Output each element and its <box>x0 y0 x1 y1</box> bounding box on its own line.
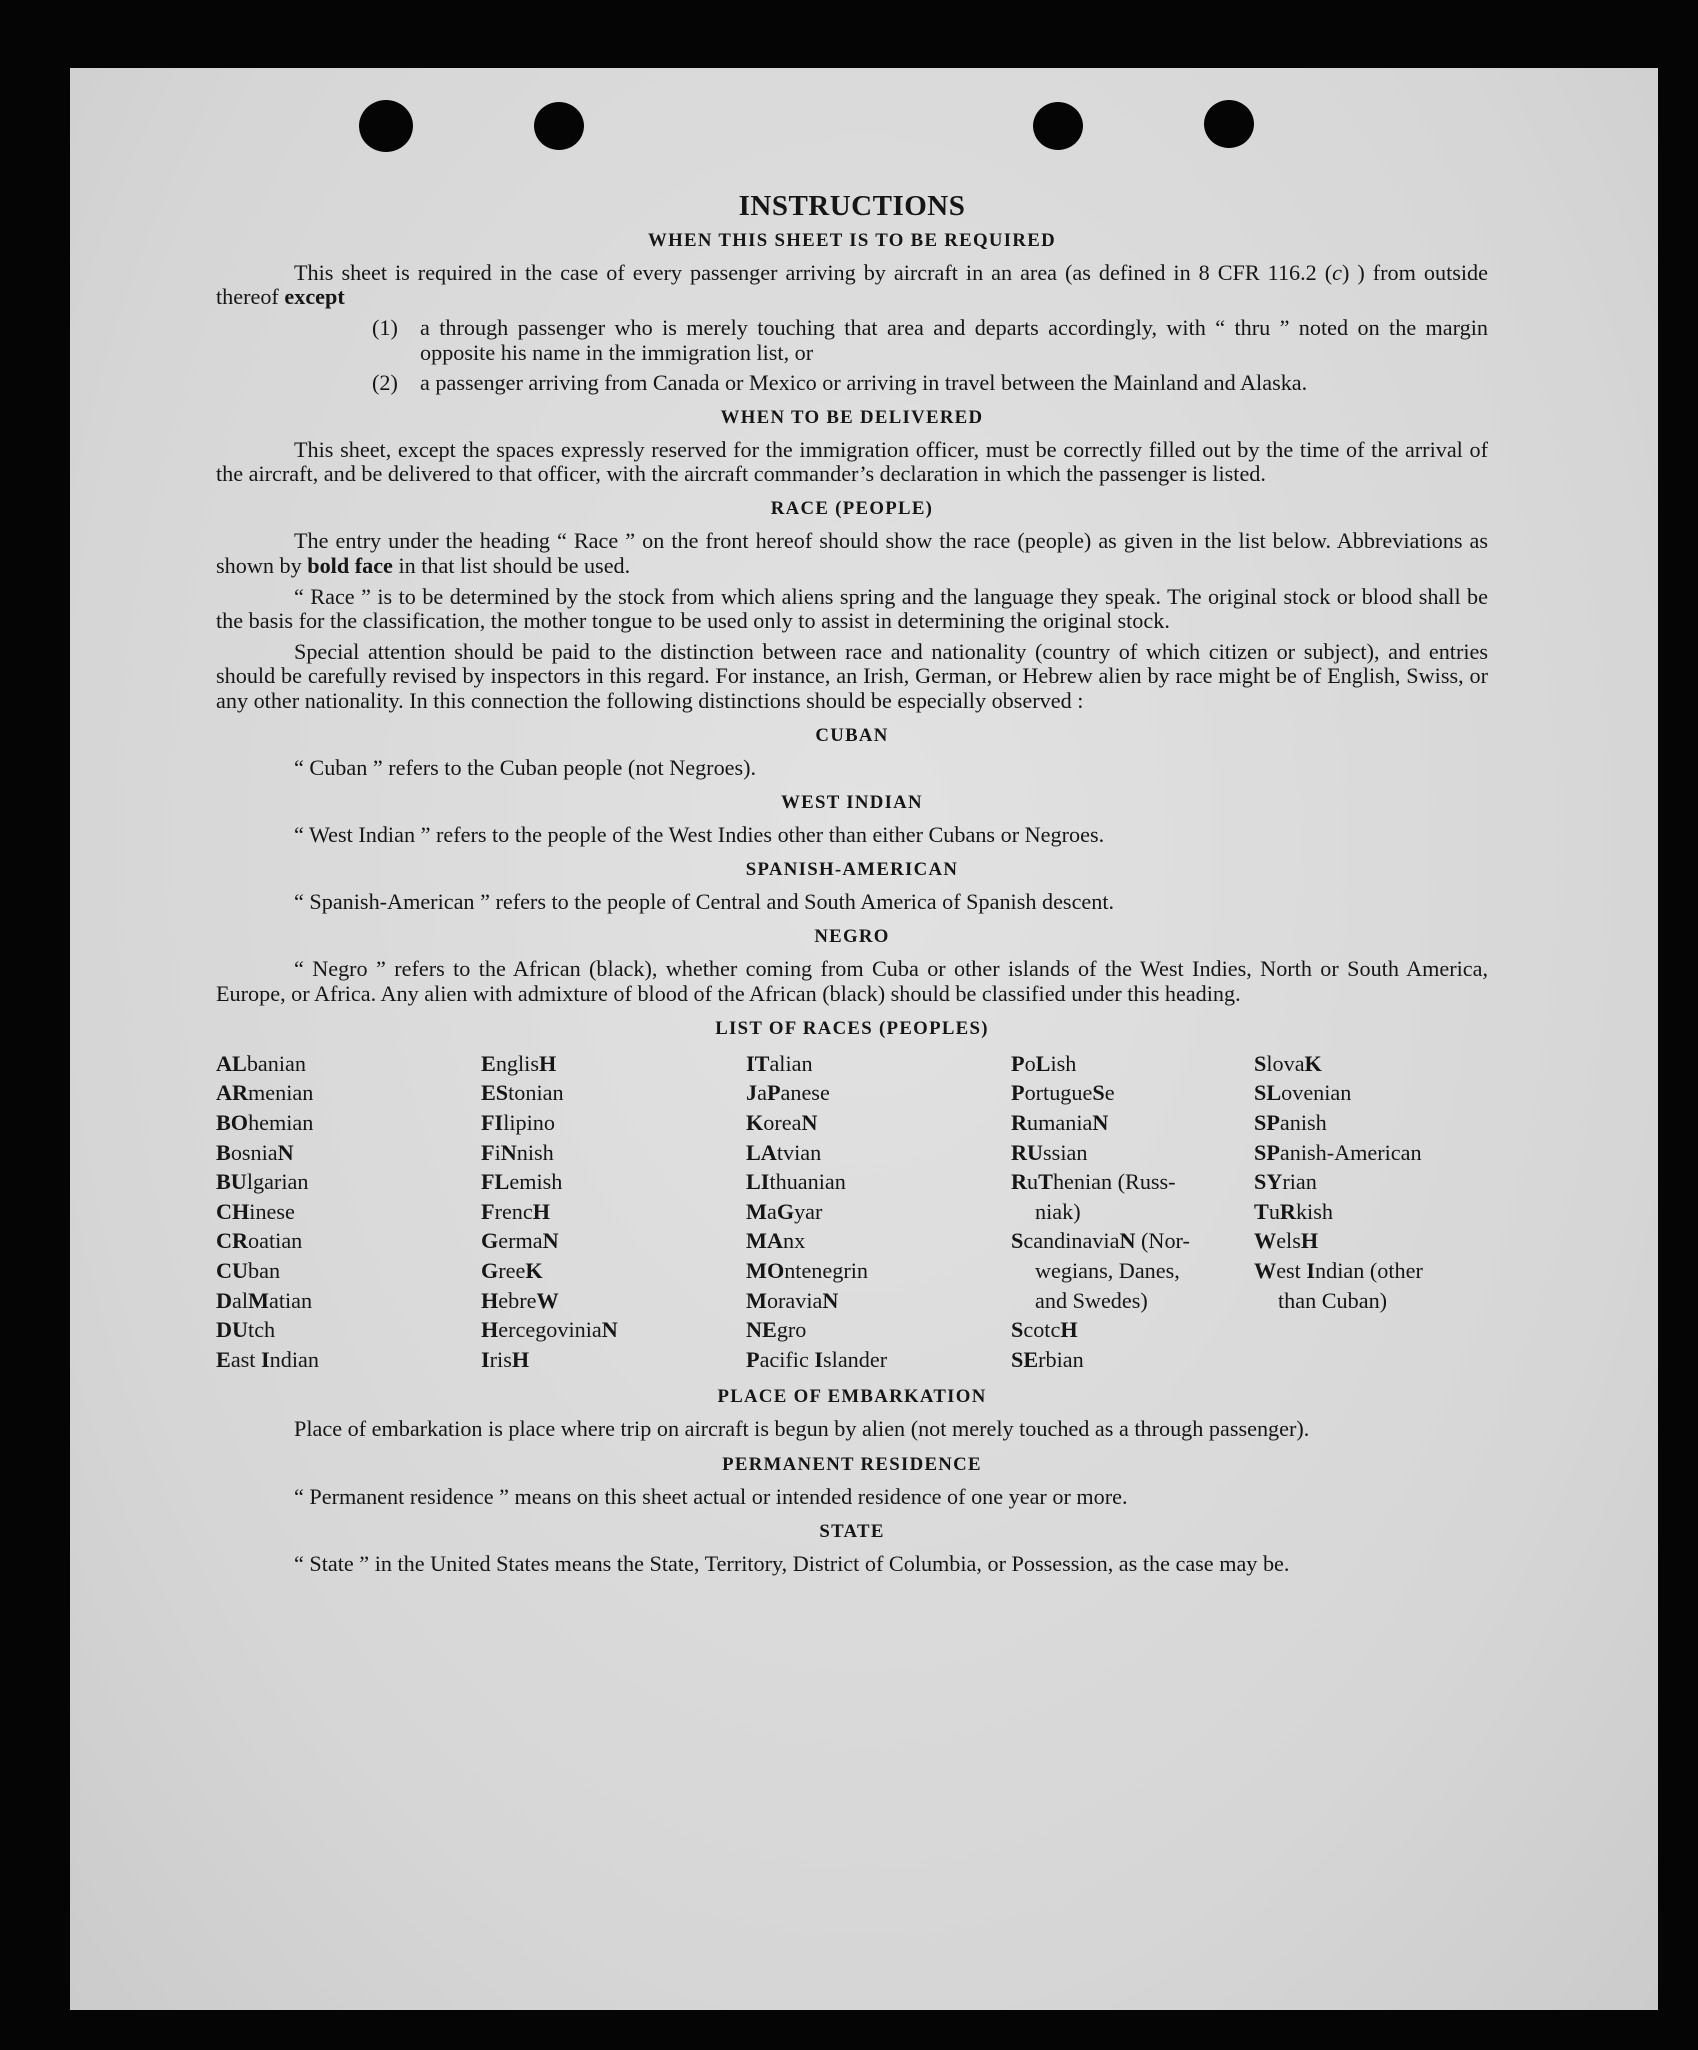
race-text: e <box>1104 1080 1115 1106</box>
race-abbrev: DU <box>216 1317 249 1343</box>
race-bold: bold face <box>307 552 393 578</box>
delivered-text: This sheet, except the spaces expressly reserved for the immigration officer, must be correctly filled out by the time of the arrival of the aircraft, and be delivered to that officer, with the aircraft commander’s declaration in which the passenger is listed. <box>216 437 1488 487</box>
race-entry <box>746 1197 1011 1227</box>
section-heading-negro: NEGRO <box>814 926 890 948</box>
race-text: wegians, Danes, <box>1035 1258 1180 1284</box>
race-entry <box>216 1226 481 1256</box>
race-text: hemian <box>248 1110 314 1136</box>
race-list <box>216 1049 1488 1375</box>
race-abbrev: SY <box>1254 1169 1283 1195</box>
race-entry <box>746 1049 1011 1079</box>
race-entry <box>1254 1108 1488 1138</box>
race-abbrev: SP <box>1254 1110 1280 1136</box>
negro-text: “ Negro ” refers to the African (black), whether coming from Cuba or other islands of the West Indies, North or South America, Europe, or Africa. Any alien with admixture of blood of the African (black) should be classified under this heading. <box>216 956 1488 1006</box>
race-text: banian <box>246 1050 306 1076</box>
race-abbrev: ES <box>481 1080 509 1106</box>
race-abbrev: I <box>1306 1258 1316 1284</box>
race-text: tch <box>248 1317 276 1343</box>
race-column <box>216 1049 481 1375</box>
race-abbrev: P <box>1011 1050 1025 1076</box>
race-text: in that list should be used. <box>392 552 631 578</box>
race-abbrev: R <box>1279 1198 1296 1224</box>
race-abbrev: R <box>1011 1169 1028 1195</box>
race-column <box>1011 1049 1243 1375</box>
race-abbrev: CU <box>216 1258 249 1284</box>
race-text: candinavia <box>1023 1228 1120 1254</box>
race-entry <box>746 1167 1011 1197</box>
race-text: est <box>1276 1258 1307 1284</box>
race-abbrev: N <box>1119 1228 1136 1254</box>
section-heading-west-indian: WEST INDIAN <box>781 792 923 814</box>
race-abbrev: SE <box>1011 1346 1039 1372</box>
race-abbrev: BO <box>216 1110 249 1136</box>
section-heading-embarkation: PLACE OF EMBARKATION <box>717 1386 987 1408</box>
race-abbrev: M <box>248 1287 269 1313</box>
race-abbrev: K <box>1304 1050 1322 1076</box>
race-entry <box>746 1256 1011 1286</box>
race-abbrev: CR <box>216 1228 249 1254</box>
race-entry <box>216 1286 481 1316</box>
race-text: osnia <box>230 1139 278 1165</box>
race-entry <box>481 1315 746 1345</box>
race-abbrev: N <box>542 1228 559 1254</box>
race-text: lova <box>1266 1050 1305 1076</box>
race-abbrev: FI <box>481 1110 504 1136</box>
race-text: ebre <box>498 1287 537 1313</box>
race-abbrev: RU <box>1011 1139 1044 1165</box>
race-entry <box>1011 1345 1243 1375</box>
race-text: cotc <box>1023 1317 1061 1343</box>
race-text: orea <box>763 1110 802 1136</box>
race-text: (Nor- <box>1135 1228 1190 1254</box>
race-abbrev: N <box>822 1287 839 1313</box>
race-text: anese <box>780 1080 830 1106</box>
race-text: inese <box>249 1198 295 1224</box>
race-text: ish <box>1050 1050 1077 1076</box>
page-title: INSTRUCTIONS <box>738 190 966 222</box>
race-abbrev: N <box>500 1139 517 1165</box>
race-text: o <box>1024 1050 1036 1076</box>
race-text: ercegovinia <box>498 1317 602 1343</box>
race-abbrev: G <box>481 1258 499 1284</box>
race-text: anish-American <box>1279 1139 1422 1165</box>
race-abbrev: I <box>261 1346 270 1372</box>
race-entry <box>481 1049 746 1079</box>
race-abbrev: J <box>746 1080 758 1106</box>
embarkation-text: Place of embarkation is place where trip on aircraft is begun by alien (not merely touched as a through passenger). <box>294 1416 1310 1442</box>
race-abbrev: F <box>481 1198 495 1224</box>
race-abbrev: L <box>1035 1050 1051 1076</box>
intro-text: This sheet is required in the case of every passenger arriving by aircraft in an area (as defined in 8 CFR 116.2 ( <box>294 260 1333 285</box>
race-entry <box>481 1197 746 1227</box>
race-text: than Cuban) <box>1278 1287 1388 1313</box>
race-column <box>746 1049 1011 1375</box>
race-abbrev: R <box>1011 1110 1028 1136</box>
race-entry <box>481 1108 746 1138</box>
item-number: (2) <box>372 369 398 395</box>
race-text: els <box>1276 1228 1301 1254</box>
race-entry <box>1254 1226 1488 1256</box>
section-heading-spanish-american: SPANISH-AMERICAN <box>745 859 959 881</box>
spanish-american-text: “ Spanish-American ” refers to the people of Central and South America of Spanish descent. <box>294 889 1115 915</box>
item-text: a through passenger who is merely touching that area and departs accordingly, with “ thru ” noted on the margin opposite his name in the immigration list, or <box>420 315 1488 365</box>
section-heading-race: RACE (PEOPLE) <box>770 498 934 520</box>
race-text: u <box>1268 1198 1280 1224</box>
punch-hole <box>1204 100 1254 148</box>
race-entry <box>746 1138 1011 1168</box>
race-abbrev: E <box>216 1346 231 1372</box>
race-paragraph-2: “ Race ” is to be determined by the stock from which aliens spring and the language they speak. The original stock or blood shall be the basis for the classification, the mother tongue to be used only to assist in determining the original stock. <box>216 583 1488 634</box>
punch-hole <box>359 100 413 152</box>
race-entry <box>481 1345 746 1375</box>
race-abbrev: BU <box>216 1169 247 1195</box>
race-text: kish <box>1295 1198 1333 1224</box>
race-abbrev: MA <box>746 1228 783 1254</box>
race-text: oatian <box>248 1228 303 1254</box>
race-entry <box>1011 1256 1243 1286</box>
race-entry <box>481 1286 746 1316</box>
race-text: niak) <box>1035 1198 1081 1224</box>
race-text: nglis <box>495 1050 539 1076</box>
race-abbrev: W <box>536 1287 559 1313</box>
race-entry <box>746 1286 1011 1316</box>
race-text: nish <box>516 1139 554 1165</box>
section-heading-required: WHEN THIS SHEET IS TO BE REQUIRED <box>648 230 1056 251</box>
race-text: ortugue <box>1024 1080 1093 1106</box>
race-entry <box>216 1256 481 1286</box>
race-entry <box>481 1226 746 1256</box>
race-text: acific <box>759 1346 815 1372</box>
race-abbrev: H <box>511 1346 530 1372</box>
race-entry <box>1254 1049 1488 1079</box>
race-text: a <box>766 1198 777 1224</box>
race-abbrev: W <box>1254 1258 1277 1284</box>
race-abbrev: AL <box>216 1050 247 1076</box>
section-heading-cuban: CUBAN <box>815 724 889 746</box>
race-entry <box>1011 1108 1243 1138</box>
race-entry <box>216 1049 481 1079</box>
race-text: The entry under the heading “ Race ” on the front hereof should show the race (people) as given in the list below. Abbreviations as shown by <box>216 528 1488 578</box>
race-text: ast <box>230 1346 262 1372</box>
section-heading-residence: PERMANENT RESIDENCE <box>722 1453 982 1475</box>
race-abbrev: P <box>766 1080 781 1106</box>
intro-text: ) ) from outside thereof <box>216 260 1488 310</box>
race-entry <box>216 1345 481 1375</box>
race-entry <box>481 1256 746 1286</box>
race-text: umania <box>1027 1110 1093 1136</box>
race-text: a <box>757 1080 767 1106</box>
intro-bold: except <box>284 284 345 310</box>
race-abbrev: H <box>532 1198 551 1224</box>
residence-text: “ Permanent residence ” means on this sheet actual or intended residence of one year or more. <box>294 1483 1128 1509</box>
race-abbrev: G <box>776 1198 795 1224</box>
race-abbrev: N <box>277 1139 294 1165</box>
race-entry <box>1011 1078 1243 1108</box>
race-text: erma <box>498 1228 543 1254</box>
race-abbrev: M <box>746 1198 767 1224</box>
race-text: rian <box>1282 1169 1317 1195</box>
race-entry <box>1254 1197 1488 1227</box>
race-text: and Swedes) <box>1035 1287 1148 1313</box>
race-text: ris <box>489 1346 512 1372</box>
race-entry <box>1254 1256 1488 1286</box>
race-entry <box>1011 1167 1243 1197</box>
race-text: menian <box>248 1080 314 1106</box>
race-text: ban <box>248 1258 281 1284</box>
item-text: a passenger arriving from Canada or Mexico or arriving in travel between the Mainland and Alaska. <box>420 369 1308 395</box>
race-text: tvian <box>776 1139 822 1165</box>
race-entry <box>216 1167 481 1197</box>
race-abbrev: FL <box>481 1169 510 1195</box>
race-text: lgarian <box>246 1169 309 1195</box>
intro-italic: c <box>1332 260 1343 285</box>
race-column <box>481 1049 746 1375</box>
race-entry <box>216 1197 481 1227</box>
race-abbrev: K <box>746 1110 764 1136</box>
race-abbrev: H <box>481 1317 499 1343</box>
section-heading-delivered: WHEN TO BE DELIVERED <box>720 407 984 429</box>
race-abbrev: H <box>481 1287 499 1313</box>
race-text: ndian <box>269 1346 319 1372</box>
race-abbrev: AR <box>216 1080 249 1106</box>
race-entry <box>1011 1226 1243 1256</box>
race-abbrev: P <box>746 1346 760 1372</box>
race-abbrev: SP <box>1254 1139 1280 1165</box>
race-entry <box>746 1226 1011 1256</box>
cuban-text: “ Cuban ” refers to the Cuban people (not Negroes). <box>294 754 757 780</box>
race-abbrev: SL <box>1254 1080 1282 1106</box>
required-intro <box>216 261 1488 309</box>
race-abbrev: P <box>1011 1080 1025 1106</box>
race-text: rbian <box>1038 1346 1084 1372</box>
race-text: yar <box>794 1198 823 1224</box>
punch-hole <box>534 102 584 150</box>
punch-hole <box>1033 102 1083 150</box>
race-text: al <box>232 1287 249 1313</box>
item-number: (1) <box>372 315 398 341</box>
race-entry <box>216 1315 481 1345</box>
race-entry <box>1011 1315 1243 1345</box>
race-entry <box>746 1315 1011 1345</box>
race-abbrev: H <box>1060 1317 1078 1343</box>
race-entry <box>481 1167 746 1197</box>
race-abbrev: N <box>1092 1110 1109 1136</box>
race-abbrev: S <box>1092 1080 1105 1106</box>
race-text: slander <box>823 1346 888 1372</box>
race-abbrev: N <box>801 1110 818 1136</box>
exception-item <box>372 316 1488 364</box>
race-abbrev: S <box>1011 1317 1024 1343</box>
race-entry <box>1011 1138 1243 1168</box>
race-entry <box>1011 1049 1243 1079</box>
race-abbrev: B <box>216 1139 231 1165</box>
race-abbrev: I <box>481 1346 490 1372</box>
race-abbrev: H <box>538 1050 557 1076</box>
race-text: ree <box>498 1258 526 1284</box>
race-abbrev: NE <box>746 1317 777 1343</box>
race-entry <box>1254 1138 1488 1168</box>
race-entry <box>746 1078 1011 1108</box>
race-abbrev: E <box>481 1050 496 1076</box>
exception-item <box>372 371 1488 395</box>
race-text: thuanian <box>769 1169 846 1195</box>
race-abbrev: D <box>216 1287 233 1313</box>
race-abbrev: G <box>481 1228 499 1254</box>
race-abbrev: IT <box>746 1050 770 1076</box>
race-text: i <box>494 1139 501 1165</box>
race-entry <box>1254 1078 1488 1108</box>
race-abbrev: F <box>481 1139 495 1165</box>
race-abbrev: LA <box>746 1139 777 1165</box>
race-entry <box>1011 1197 1243 1227</box>
race-text: alian <box>769 1050 813 1076</box>
race-abbrev: T <box>1254 1198 1269 1224</box>
section-heading-state: STATE <box>819 1520 885 1542</box>
race-abbrev: T <box>1038 1169 1053 1195</box>
instructions-content <box>216 190 1488 1583</box>
race-abbrev: M <box>746 1287 767 1313</box>
race-text: atian <box>269 1287 313 1313</box>
state-text: “ State ” in the United States means the State, Territory, District of Columbia, or Possession, as the case may be. <box>294 1550 1290 1576</box>
west-indian-text: “ West Indian ” refers to the people of the West Indies other than either Cubans or Negroes. <box>294 822 1105 848</box>
race-abbrev: S <box>1011 1228 1024 1254</box>
race-abbrev: H <box>1300 1228 1319 1254</box>
race-entry <box>1254 1167 1488 1197</box>
race-text: anish <box>1279 1110 1327 1136</box>
race-text: ndian (other <box>1315 1258 1423 1284</box>
section-heading-list: LIST OF RACES (PEOPLES) <box>715 1017 989 1039</box>
race-text: nx <box>782 1228 806 1254</box>
race-text: ssian <box>1043 1139 1088 1165</box>
race-abbrev: K <box>525 1258 543 1284</box>
race-abbrev: S <box>1254 1050 1267 1076</box>
race-text: renc <box>494 1198 533 1224</box>
race-paragraph-1 <box>216 529 1488 577</box>
race-entry <box>481 1138 746 1168</box>
race-text: emish <box>509 1169 563 1195</box>
race-entry <box>1011 1286 1243 1316</box>
race-entry <box>216 1078 481 1108</box>
race-abbrev: LI <box>746 1169 770 1195</box>
race-abbrev: I <box>814 1346 824 1372</box>
race-text: u <box>1027 1169 1039 1195</box>
race-text: gro <box>776 1317 807 1343</box>
race-text: oravia <box>766 1287 823 1313</box>
race-abbrev: CH <box>216 1198 250 1224</box>
race-entry <box>216 1108 481 1138</box>
race-column <box>1254 1049 1488 1375</box>
race-text: henian (Russ- <box>1052 1169 1176 1195</box>
race-entry <box>746 1345 1011 1375</box>
race-entry <box>481 1078 746 1108</box>
race-text: lipino <box>503 1110 555 1136</box>
race-entry <box>746 1108 1011 1138</box>
race-text: ovenian <box>1281 1080 1352 1106</box>
race-entry <box>1254 1286 1488 1316</box>
race-text: tonian <box>508 1080 564 1106</box>
race-text: ntenegrin <box>784 1258 868 1284</box>
race-paragraph-3: Special attention should be paid to the distinction between race and nationality (country of which citizen or subject), and entries should be carefully revised by inspectors in this regard. For instance, an Irish, German, or Hebrew alien by race might be of English, Swiss, or any other nationality. In this connection the following distinctions should be especially observed : <box>216 639 1488 713</box>
race-abbrev: W <box>1254 1228 1277 1254</box>
race-entry <box>216 1138 481 1168</box>
race-abbrev: MO <box>746 1258 785 1284</box>
race-abbrev: N <box>601 1317 618 1343</box>
